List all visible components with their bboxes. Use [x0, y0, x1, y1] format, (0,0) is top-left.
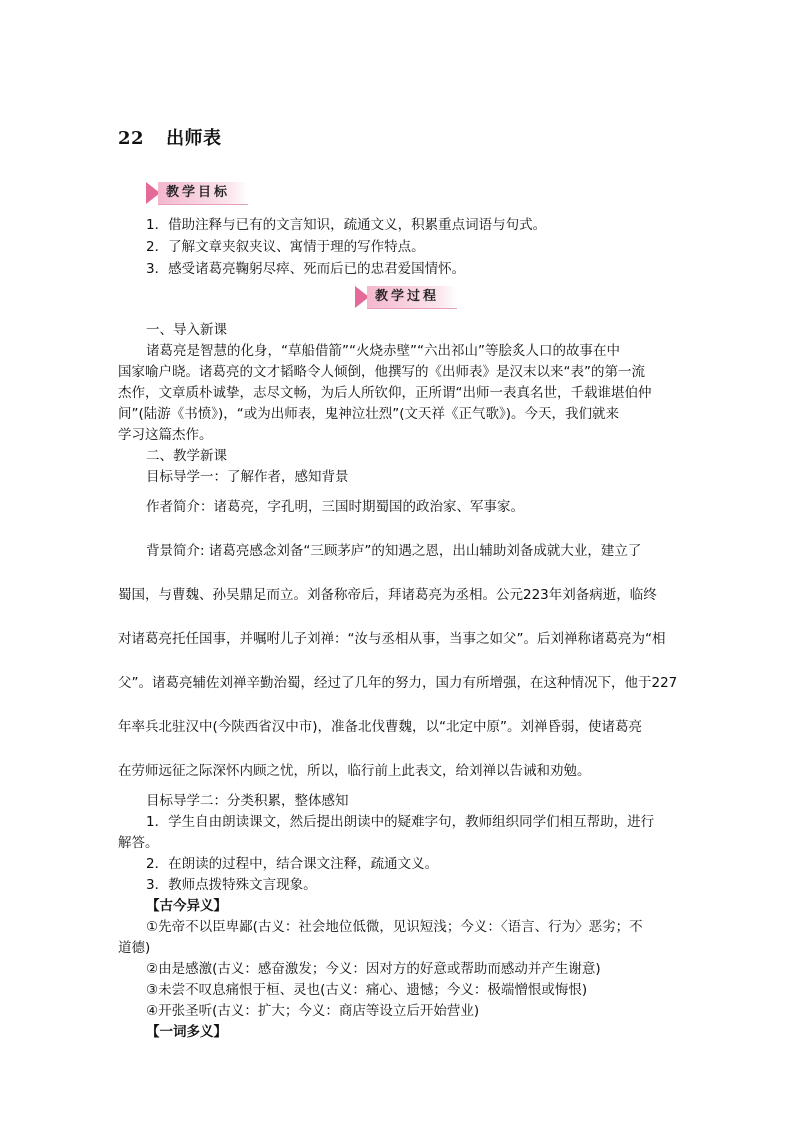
lesson-title [118, 124, 222, 150]
lesson-title-text: 出师表 [166, 128, 222, 149]
intro-line: 学习这篇杰作。 [118, 427, 213, 443]
goal-item: 3．感受诸葛亮鞠躬尽瘁、死而后已的忠君爱国情怀。 [146, 261, 466, 277]
gujin-heading: 【古今异义】 [146, 898, 227, 914]
background-line: 父”。诸葛亮辅佐刘禅辛勤治蜀，经过了几年的努力，国力有所增强，在这种情况下，他于227 [118, 675, 678, 691]
process-heading: 教学过程 [367, 286, 457, 309]
guide1-heading: 目标导学一：了解作者，感知背景 [146, 469, 349, 485]
step-line: 解答。 [118, 835, 159, 851]
background-line: 在劳师远征之际深怀内顾之忧，所以，临行前上此表文，给刘禅以告诫和劝勉。 [118, 763, 591, 779]
yici-heading: 【一词多义】 [146, 1024, 227, 1040]
background-line: 年率兵北驻汉中(今陕西省汉中市)，准备北伐曹魏，以“北定中原”。刘禅昏弱，使诸葛亮 [118, 719, 643, 735]
gujin-item: ①先帝不以臣卑鄙(古义：社会地位低微，见识短浅；今义：〈语言、行为〉恶劣；不 [146, 919, 643, 935]
step-line: 1．学生自由朗读课文，然后提出朗读中的疑难字句，教师组织同学们相互帮助，进行 [146, 814, 655, 830]
process-heading-badge [355, 286, 457, 308]
gujin-item: 道德) [118, 940, 151, 956]
part2-heading: 二、教学新课 [146, 448, 227, 464]
background-line: 背景简介: 诸葛亮感念刘备“三顾茅庐”的知遇之恩，出山辅助刘备成就大业，建立了 [146, 543, 642, 559]
part1-heading: 一、导入新课 [146, 322, 227, 338]
gujin-item: ③未尝不叹息痛恨于桓、灵也(古义：痛心、遗憾；今义：极端憎恨或悔恨) [146, 982, 588, 998]
goal-item: 1．借助注释与已有的文言知识，疏通文义，积累重点词语与句式。 [146, 217, 547, 233]
intro-line: 间”(陆游《书愤》)，“或为出师表，鬼神泣壮烈”(文天祥《正气歌》)。今天，我们就来 [118, 406, 620, 422]
goals-heading: 教学目标 [158, 182, 248, 205]
goals-heading-badge [146, 182, 248, 204]
intro-line: 杰作，文章质朴诚挚，志尽文畅，为后人所钦仰，正所谓“出师一表真名世，千载谁堪伯仲 [118, 385, 652, 401]
intro-line: 诸葛亮是智慧的化身，“草船借箭”“火烧赤壁”“六出祁山”等脍炙人口的故事在中 [146, 343, 620, 359]
gujin-item: ④开张圣听(古义：扩大；今义：商店等设立后开始营业) [146, 1003, 480, 1019]
step-line: 3．教师点拨特殊文言现象。 [146, 877, 317, 893]
step-line: 2．在朗读的过程中，结合课文注释，疏通文义。 [146, 856, 439, 872]
author-intro: 作者简介：诸葛亮，字孔明，三国时期蜀国的政治家、军事家。 [146, 499, 524, 515]
background-line: 蜀国，与曹魏、孙吴鼎足而立。刘备称帝后，拜诸葛亮为丞相。公元223年刘备病逝，临终 [118, 587, 657, 603]
intro-line: 国家喻户晓。诸葛亮的文才韬略令人倾倒，他撰写的《出师表》是汉末以来“表”的第一流 [118, 364, 645, 380]
goal-item: 2．了解文章夹叙夹议、寓情于理的写作特点。 [146, 239, 425, 255]
gujin-item: ②由是感激(古义：感奋激发；今义：因对方的好意或帮助而感动并产生谢意) [146, 961, 601, 977]
background-line: 对诸葛亮托任国事，并嘱咐儿子刘禅：“汝与丞相从事，当事之如父”。后刘禅称诸葛亮为“相 [118, 631, 666, 647]
guide2-heading: 目标导学二：分类积累，整体感知 [146, 793, 349, 809]
lesson-number: 22 [118, 128, 145, 149]
